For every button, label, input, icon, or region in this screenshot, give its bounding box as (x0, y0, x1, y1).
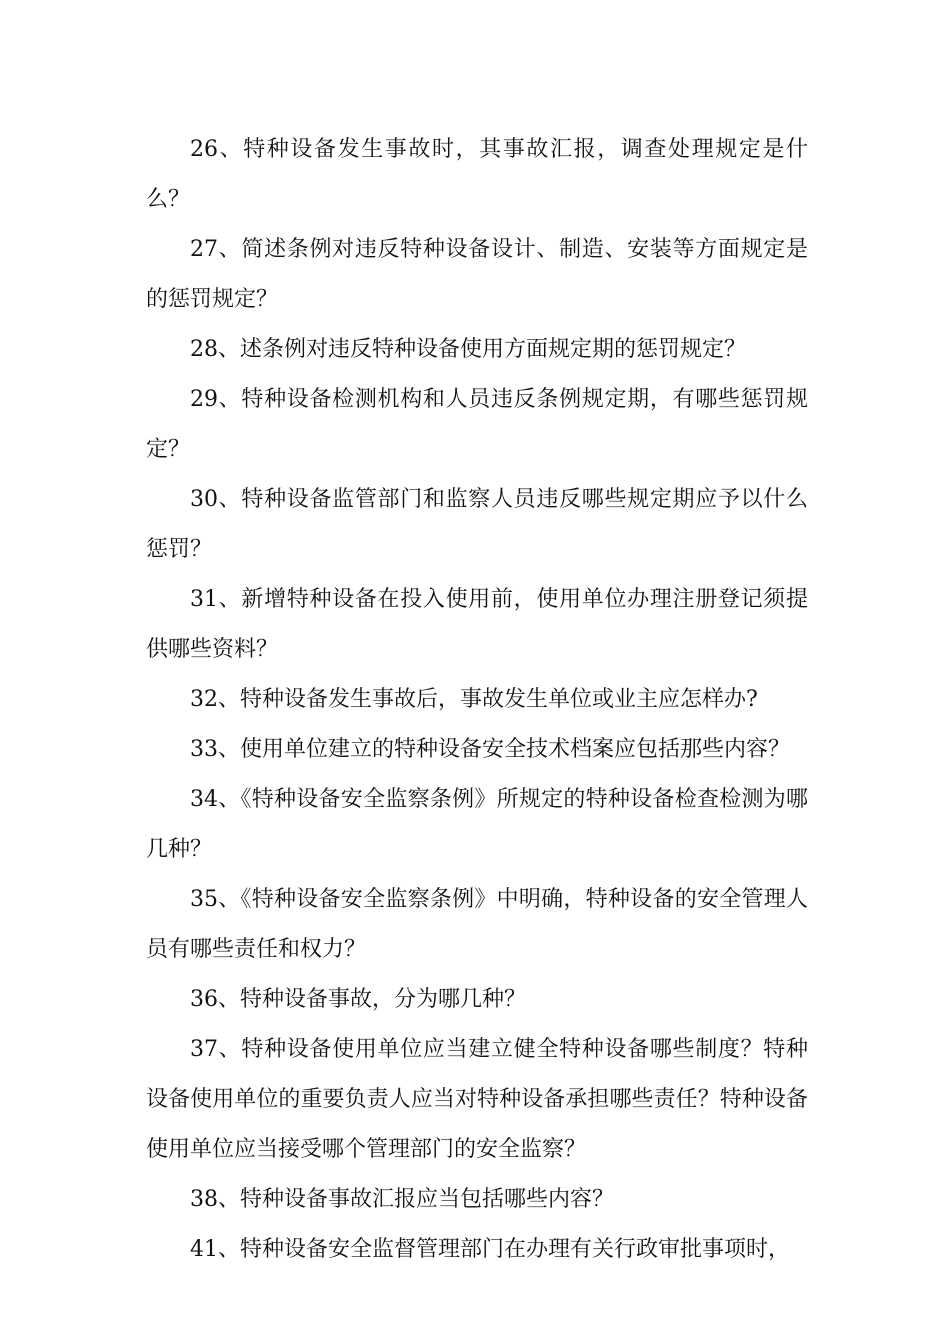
question-34: 34、《特种设备安全监察条例》所规定的特种设备检查检测为哪几种？ (146, 787, 808, 862)
question-32: 32、特种设备发生事故后，事故发生单位或业主应怎样办? (190, 687, 758, 712)
question-30: 30、特种设备监管部门和监察人员违反哪些规定期应予以什么惩罚？ (146, 487, 808, 562)
question-37: 37、特种设备使用单位应当建立健全特种设备哪些制度？特种设备使用单位的重要负责人应当对特种设备承担哪些责任？特种设备使用单位应当接受哪个管理部门的安全监察？ (146, 1037, 808, 1162)
question-31: 31、新增特种设备在投入使用前，使用单位办理注册登记须提供哪些资料？ (146, 587, 808, 662)
question-36: 36、特种设备事故，分为哪几种？ (190, 987, 526, 1012)
question-35: 35、《特种设备安全监察条例》中明确，特种设备的安全管理人员有哪些责任和权力？ (146, 887, 808, 962)
question-41: 41、特种设备安全监督管理部门在办理有关行政审批事项时， (190, 1237, 790, 1262)
question-38: 38、特种设备事故汇报应当包括哪些内容？ (190, 1187, 614, 1212)
question-29: 29、特种设备检测机构和人员违反条例规定期，有哪些惩罚规定？ (146, 387, 808, 462)
question-26: 26、特种设备发生事故时，其事故汇报，调查处理规定是什么？ (146, 137, 808, 212)
question-33: 33、使用单位建立的特种设备安全技术档案应包括那些内容？ (190, 737, 790, 762)
question-28: 28、述条例对违反特种设备使用方面规定期的惩罚规定？ (190, 337, 746, 362)
question-list (146, 125, 808, 1275)
question-27: 27、简述条例对违反特种设备设计、制造、安装等方面规定是的惩罚规定？ (146, 237, 808, 312)
